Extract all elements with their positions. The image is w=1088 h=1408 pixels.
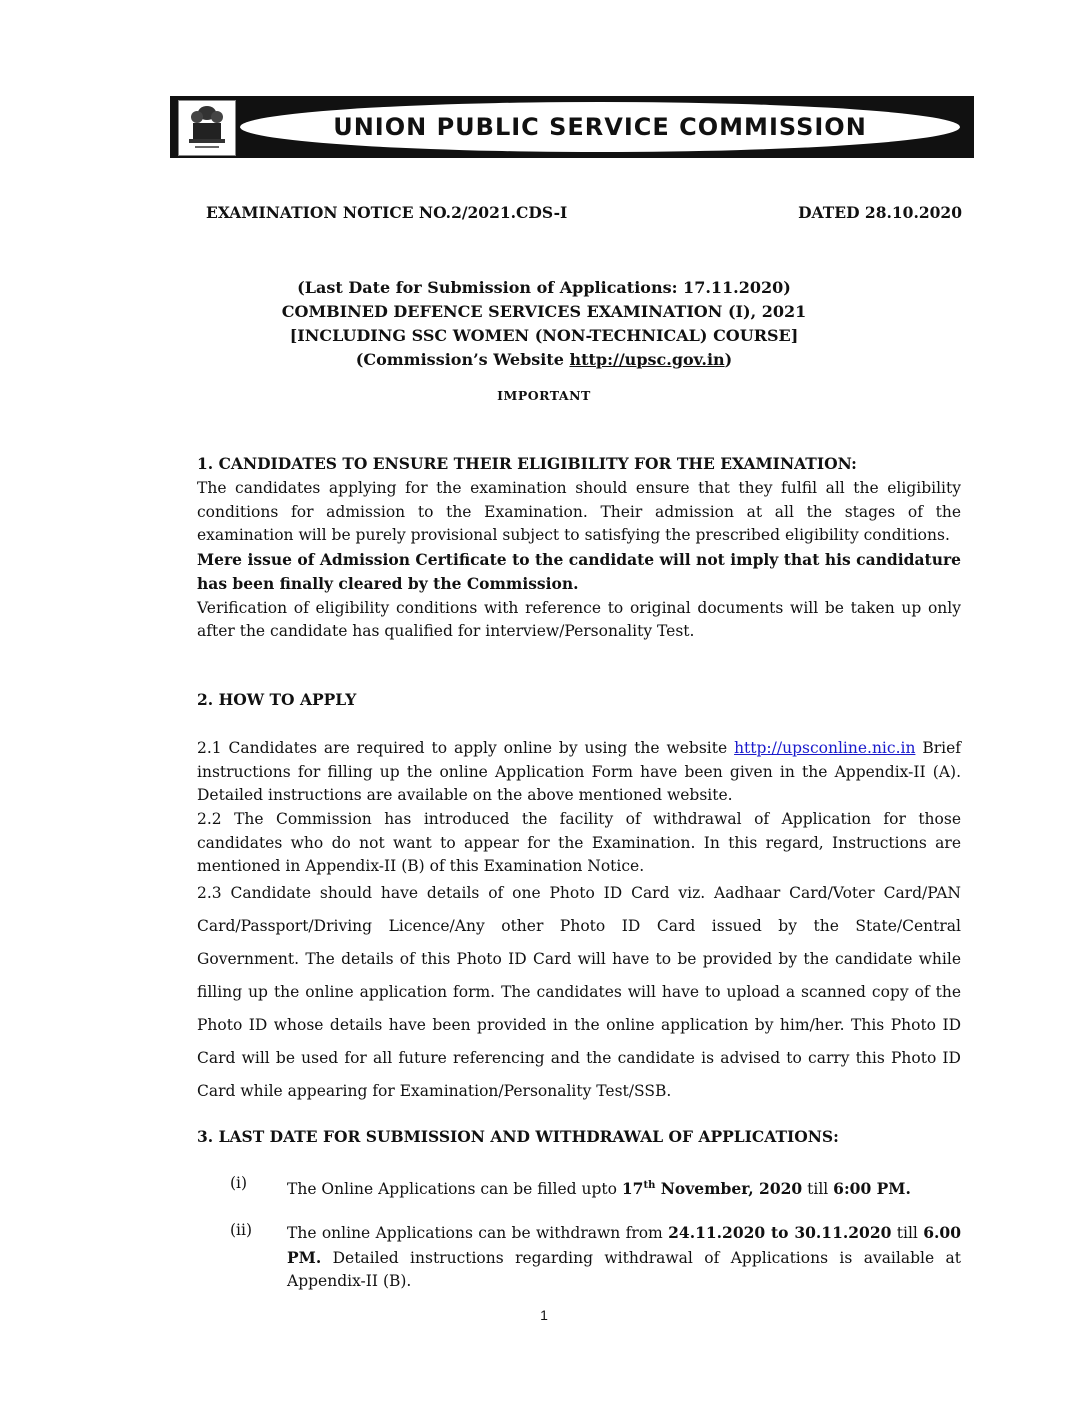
item-ii-mid: till [891,1224,924,1242]
upsconline-link[interactable]: http://upsconline.nic.in [734,739,916,757]
item-ii-dates: 24.11.2020 to 30.11.2020 [668,1223,892,1242]
section-1-paragraph [197,477,961,644]
item-ii-rest: Detailed instructions regarding withdrawal of Applications is available at Appendix-II (B). [287,1248,961,1290]
website-suffix: ) [724,350,733,369]
item-i-mid: till [802,1180,834,1199]
commission-website-link[interactable]: http://upsc.gov.in [569,350,725,369]
item-ii-time: 6.00 PM. [287,1223,961,1267]
admission-certificate-note: Mere issue of Admission Certificate to the candidate will not imply that his candidature has been finally cleared by the Commission. [197,549,961,593]
page-number: 1 [540,1307,548,1323]
website-prefix: (Commission’s Website [355,350,570,369]
national-emblem-icon [178,100,236,156]
notice-number: EXAMINATION NOTICE NO.2/2021.CDS-I [206,203,568,222]
item-i-time: 6:00 PM. [833,1179,911,1199]
item-ii-text [287,1221,961,1294]
item-i-number: (i) [230,1174,248,1192]
item-ii-prefix: The online Applications can be withdrawn from [287,1224,669,1242]
header-banner [170,96,974,158]
p21-prefix: 2.1 Candidates are required to apply online by using the website [197,739,735,757]
website-line [120,348,968,372]
commission-name: UNION PUBLIC SERVICE COMMISSION [333,113,867,141]
exam-name: COMBINED DEFENCE SERVICES EXAMINATION (I), 2021 [281,302,807,321]
section-1-heading: 1. CANDIDATES TO ENSURE THEIR ELIGIBILITY FOR THE EXAMINATION: [197,454,857,473]
p21-rest: Brief instructions for filling up the online Application Form have been given in the Appendix-II (A). Detailed instructions are available on the above mentioned website. [197,739,962,804]
eligibility-text: The candidates applying for the examination should ensure that they fulfil all the eligibility conditions for admission to the Examination. Their admission at all the stages of the examination will be purely provisional subject to satisfying the prescribed eligibility conditions. [197,479,961,544]
last-date-line: (Last Date for Submission of Applications: 17.11.2020) [297,278,791,297]
item-i-sup: th [643,1180,656,1191]
section-2-1 [197,737,961,808]
section-2-2: 2.2 The Commission has introduced the facility of withdrawal of Application for those candidates who do not want to appear for the Examination. In this regard, Instructions are mentioned in Appendix-II (B) of this Examination Notice. [197,810,961,875]
including-line: [INCLUDING SSC WOMEN (NON-TECHNICAL) COURSE] [289,326,799,345]
item-i-month: November, 2020 [655,1179,803,1199]
important-heading: IMPORTANT [497,388,591,403]
item-ii-number: (ii) [230,1221,253,1239]
section-3-heading: 3. LAST DATE FOR SUBMISSION AND WITHDRAWAL OF APPLICATIONS: [197,1127,839,1146]
verification-text: Verification of eligibility conditions with reference to original documents will be taken up only after the candidate has qualified for interview/Personality Test. [197,598,961,640]
section-2-heading: 2. HOW TO APPLY [197,690,357,709]
section-2-3: 2.3 Candidate should have details of one Photo ID Card viz. Aadhaar Card/Voter Card/PAN Card/Passport/Driving Licence/Any other Photo ID Card issued by the State/Central Government. The details of this Photo ID Card will have to be provided by the candidate while filling up the online application form. The candidates will have to upload a scanned copy of the Photo ID whose details have been provided in the online application by him/her. This Photo ID Card will be used for all future referencing and the candidate is advised to carry this Photo ID Card while appearing for Examination/Personality Test/SSB. [197,884,961,1100]
item-i-prefix: The Online Applications can be filled upto [287,1180,622,1199]
item-i-day: 17 [621,1179,644,1199]
notice-date: DATED 28.10.2020 [798,203,962,222]
item-i-text [287,1174,961,1202]
